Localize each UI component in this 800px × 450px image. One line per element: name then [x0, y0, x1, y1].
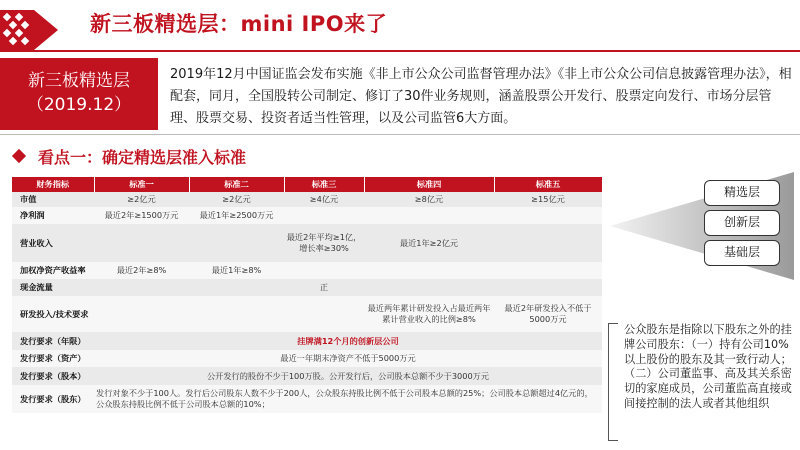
row-label: 净利润 — [12, 207, 94, 224]
table-header-cell: 标准三 — [284, 177, 364, 192]
diamond-icon — [12, 149, 26, 163]
table-cell — [364, 262, 494, 279]
intro-tag — [0, 58, 158, 130]
page-title: 新三板精选层：mini IPO来了 — [90, 12, 388, 36]
table-row — [12, 262, 602, 279]
table-row — [12, 207, 602, 224]
table-row — [12, 385, 602, 413]
table-header-cell: 标准五 — [494, 177, 602, 192]
table-header-cell: 标准二 — [189, 177, 284, 192]
intro-tag-line2: （2019.12） — [26, 95, 132, 115]
table-header-cell: 标准四 — [364, 177, 494, 192]
table-cell: 最近2年≥8% — [94, 262, 189, 279]
intro-text: 2019年12月中国证监会发布实施《非上市公众公司监督管理办法》《非上市公众公司信息披露管理办法》，相配套，同月，全国股转公司制定、修订了30件业务规则，涵盖股票公开发行、股票定向发行、市场分层管理、股票交易、投资者适当性管理，以及公司监管6大方面。 — [170, 67, 792, 126]
table-cell: 最近2年研发投入不低于5000万元 — [494, 296, 602, 332]
table-cell — [364, 279, 494, 296]
table-cell: ≥8亿元 — [364, 192, 494, 207]
table-cell: 公开发行的股份不少于100万股。公开发行后，公司股本总额不少于3000万元 — [94, 367, 602, 385]
table-row — [12, 296, 602, 332]
table-row — [12, 350, 602, 367]
table-header-cell: 财务指标 — [12, 177, 94, 192]
row-label: 营业收入 — [12, 224, 94, 262]
tier-level-3: 基础层 — [704, 240, 780, 266]
row-label: 研发投入/技术要求 — [12, 296, 94, 332]
table-cell: 挂牌满12个月的创新层公司 — [94, 332, 602, 350]
table-cell — [189, 279, 284, 296]
table-cell — [284, 262, 364, 279]
listing-standards-table — [12, 177, 603, 413]
table-cell — [284, 207, 364, 224]
table-cell — [494, 207, 602, 224]
table-row — [12, 224, 602, 262]
table-row — [12, 279, 602, 296]
row-label: 现金流量 — [12, 279, 94, 296]
title-divider — [0, 50, 800, 52]
table-cell — [189, 224, 284, 262]
table-cell: ≥2亿元 — [189, 192, 284, 207]
note-bracket — [608, 323, 618, 441]
row-label: 发行要求（资产） — [12, 350, 94, 367]
tier-level-1: 精选层 — [704, 180, 780, 206]
row-label: 加权净资产收益率 — [12, 262, 94, 279]
table-cell: 最近1年≥2亿元 — [364, 224, 494, 262]
table-cell — [364, 207, 494, 224]
table-cell: 最近2年平均≥1亿，增长率≥30% — [284, 224, 364, 262]
red-checker-logo-icon — [0, 8, 58, 52]
table-cell — [94, 224, 189, 262]
table-cell — [494, 224, 602, 262]
table-cell: 最近2年≥1500万元 — [94, 207, 189, 224]
row-label: 市值 — [12, 192, 94, 207]
section-title: 看点一：确定精选层准入标准 — [38, 147, 247, 167]
intro-divider — [0, 134, 800, 135]
row-label: 发行要求（股本） — [12, 367, 94, 385]
section-heading — [14, 145, 246, 167]
table-row — [12, 332, 602, 350]
row-label: 发行要求（年限） — [12, 332, 94, 350]
table-cell — [284, 296, 364, 332]
table-cell: 最近1年≥8% — [189, 262, 284, 279]
table-header-row — [12, 177, 602, 192]
table-cell — [94, 279, 189, 296]
table-cell: ≥4亿元 — [284, 192, 364, 207]
table-cell: 正 — [284, 279, 364, 296]
table-cell — [94, 296, 189, 332]
table-cell: 最近1年≥2500万元 — [189, 207, 284, 224]
table-cell — [189, 296, 284, 332]
table-row — [12, 192, 602, 207]
table-cell: 发行对象不少于100人。发行后公司股东人数不少于200人，公众股东持股比例不低于公司股本总额的25%；公司股本总额超过4亿元的，公众股东持股比例不低于公司股本总额的10%； — [94, 385, 602, 413]
table-cell — [494, 279, 602, 296]
table-cell: ≥15亿元 — [494, 192, 602, 207]
table-cell — [494, 262, 602, 279]
table-cell: 最近两年累计研发投入占最近两年累计营业收入的比例≥8% — [364, 296, 494, 332]
tier-level-2: 创新层 — [704, 210, 780, 236]
intro-tag-line1: 新三板精选层 — [28, 71, 130, 91]
table-header-cell: 标准一 — [94, 177, 189, 192]
table-row — [12, 367, 602, 385]
public-shareholder-note: 公众股东是指除以下股东之外的挂牌公司股东：（一）持有公司10%以上股份的股东及其一致行动人；（二）公司董监事、高及其关系密切的家庭成员，公司董监高直接或间接控制的法人或者其他组织 — [624, 323, 792, 410]
table-cell: 最近一年期末净资产不低于5000万元 — [94, 350, 602, 367]
table-cell: ≥2亿元 — [94, 192, 189, 207]
row-label: 发行要求（股东） — [12, 385, 94, 413]
